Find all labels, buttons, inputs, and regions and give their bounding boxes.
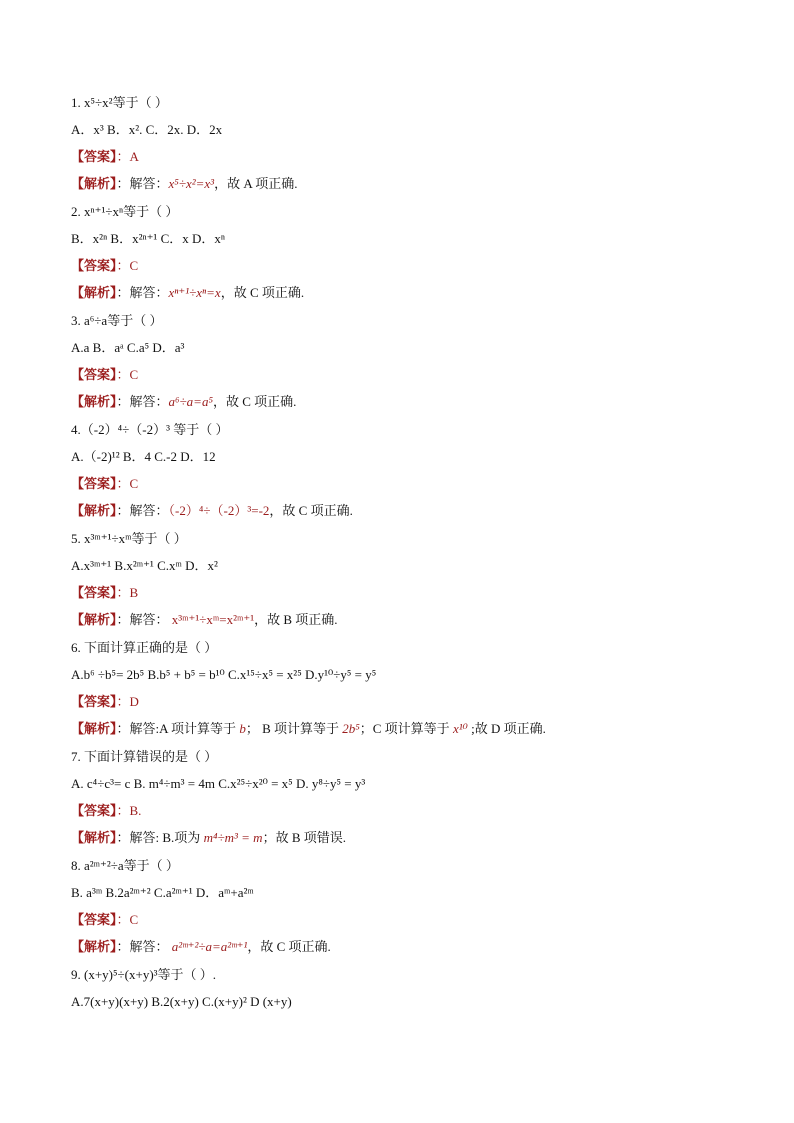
analysis-tag: 【解析】 bbox=[71, 830, 117, 845]
question-2: 2. xⁿ⁺¹÷xⁿ等于（ ） bbox=[71, 204, 179, 219]
answer-value: ：D bbox=[116, 694, 139, 709]
question-3: 3. a⁶÷a等于（ ） bbox=[71, 313, 163, 328]
question-6: 6. 下面计算正确的是（ ） bbox=[71, 640, 218, 655]
analysis-1 bbox=[71, 175, 298, 193]
analysis-formula-b: 2b⁵ bbox=[342, 721, 360, 736]
analysis-3 bbox=[71, 393, 296, 411]
analysis-5 bbox=[71, 611, 338, 629]
question-7-options: A. c⁴÷c³= c B. m⁴÷m³ = 4m C.x²⁵÷x²⁰ = x⁵ D. y⁸÷y⁵ = y³ bbox=[71, 776, 366, 791]
analysis-conclusion: ，故 A 项正确. bbox=[214, 176, 298, 191]
analysis-text: ：解答： bbox=[116, 285, 169, 300]
answer-value: ：B. bbox=[116, 803, 142, 818]
answer-2 bbox=[71, 257, 138, 275]
question-8-options: B. a³ᵐ B.2a²ᵐ⁺² C.a²ᵐ⁺¹ D．aᵐ+a²ᵐ bbox=[71, 885, 254, 900]
analysis-formula: a²ᵐ⁺²÷a=a²ᵐ⁺¹ bbox=[171, 939, 248, 954]
answer-tag: 【答案】 bbox=[71, 258, 117, 273]
answer-value: ：A bbox=[116, 149, 139, 164]
analysis-conclusion: ，故 C 项正确. bbox=[269, 503, 353, 518]
analysis-formula-c: x¹⁰ bbox=[452, 721, 468, 736]
answer-8 bbox=[71, 911, 138, 929]
analysis-formula: （-2）⁴÷（-2）³=-2 bbox=[168, 503, 270, 518]
analysis-conclusion: ;故 D 项正确. bbox=[467, 721, 546, 736]
analysis-4 bbox=[71, 502, 353, 520]
answer-3 bbox=[71, 366, 138, 384]
analysis-tag: 【解析】 bbox=[71, 285, 117, 300]
question-2-options: B．x²ⁿ B．x²ⁿ⁺¹ C．x D．xⁿ bbox=[71, 231, 225, 246]
analysis-tag: 【解析】 bbox=[71, 176, 117, 191]
analysis-conclusion: ，故 B 项正确. bbox=[254, 612, 338, 627]
answer-5 bbox=[71, 584, 138, 602]
answer-tag: 【答案】 bbox=[71, 367, 117, 382]
analysis-text: ：解答: B.项为 bbox=[116, 830, 204, 845]
question-5-options: A.x³ᵐ⁺¹ B.x²ᵐ⁺¹ C.xᵐ D．x² bbox=[71, 558, 218, 573]
answer-value: ：C bbox=[116, 476, 139, 491]
analysis-text: ：解答： bbox=[116, 612, 172, 627]
analysis-text: ：解答： bbox=[116, 394, 169, 409]
analysis-text: ：解答： bbox=[116, 176, 169, 191]
question-8: 8. a²ᵐ⁺²÷a等于（ ） bbox=[71, 858, 179, 873]
question-9: 9. (x+y)⁵÷(x+y)³等于（ ）. bbox=[71, 967, 217, 982]
analysis-text: ：解答:A 项计算等于 bbox=[116, 721, 240, 736]
analysis-tag: 【解析】 bbox=[71, 721, 117, 736]
analysis-2 bbox=[71, 284, 304, 302]
analysis-tag: 【解析】 bbox=[71, 612, 117, 627]
question-9-options: A.7(x+y)(x+y) B.2(x+y) C.(x+y)² D (x+y) bbox=[71, 994, 292, 1009]
question-7: 7. 下面计算错误的是（ ） bbox=[71, 749, 218, 764]
answer-value: ：C bbox=[116, 367, 139, 382]
question-1: 1. x⁵÷x²等于（ ） bbox=[71, 95, 168, 110]
answer-value: ：C bbox=[116, 258, 139, 273]
analysis-text: ：解答： bbox=[116, 503, 169, 518]
answer-value: ：C bbox=[116, 912, 139, 927]
analysis-conclusion: ；故 B 项错误. bbox=[262, 830, 346, 845]
answer-6 bbox=[71, 693, 139, 711]
analysis-7 bbox=[71, 829, 346, 847]
analysis-formula: a⁶÷a=a⁵ bbox=[168, 394, 213, 409]
analysis-text-b: ； B 项计算等于 bbox=[245, 721, 343, 736]
analysis-tag: 【解析】 bbox=[71, 503, 117, 518]
analysis-text-c: ；C 项计算等于 bbox=[359, 721, 453, 736]
analysis-formula-a: b bbox=[239, 721, 246, 736]
analysis-text: ：解答： bbox=[116, 939, 172, 954]
question-3-options: A.a B．aᵃ C.a⁵ D．a³ bbox=[71, 340, 185, 355]
analysis-conclusion: ，故 C 项正确. bbox=[212, 394, 297, 409]
answer-7 bbox=[71, 802, 141, 820]
question-6-options: A.b⁶ ÷b⁵= 2b⁵ B.b⁵ + b⁵ = b¹⁰ C.x¹⁵÷x⁵ = x²⁵ D.y¹⁰÷y⁵ = y⁵ bbox=[71, 667, 377, 682]
analysis-8 bbox=[71, 938, 331, 956]
question-1-options: A．x³ B．x². C．2x. D．2x bbox=[71, 122, 223, 137]
answer-4 bbox=[71, 475, 138, 493]
answer-tag: 【答案】 bbox=[71, 476, 117, 491]
answer-tag: 【答案】 bbox=[71, 912, 117, 927]
question-4: 4.（-2）⁴÷（-2）³ 等于（ ） bbox=[71, 422, 229, 437]
answer-tag: 【答案】 bbox=[71, 149, 117, 164]
analysis-formula: x⁵÷x²=x³ bbox=[168, 176, 215, 191]
analysis-conclusion: ，故 C 项正确. bbox=[220, 285, 305, 300]
answer-1 bbox=[71, 148, 139, 166]
analysis-formula: m⁴÷m³ = m bbox=[203, 830, 263, 845]
analysis-formula: x³ᵐ⁺¹÷xᵐ=x²ᵐ⁺¹ bbox=[171, 612, 255, 627]
analysis-tag: 【解析】 bbox=[71, 939, 117, 954]
answer-tag: 【答案】 bbox=[71, 585, 117, 600]
question-5: 5. x³ᵐ⁺¹÷xᵐ等于（ ） bbox=[71, 531, 187, 546]
analysis-tag: 【解析】 bbox=[71, 394, 117, 409]
answer-tag: 【答案】 bbox=[71, 694, 117, 709]
answer-tag: 【答案】 bbox=[71, 803, 117, 818]
analysis-conclusion: ，故 C 项正确. bbox=[247, 939, 331, 954]
analysis-6 bbox=[71, 720, 546, 738]
question-4-options: A.（-2)¹² B．4 C.-2 D．12 bbox=[71, 449, 216, 464]
analysis-formula: xⁿ⁺¹÷xⁿ=x bbox=[168, 285, 221, 300]
answer-value: ：B bbox=[116, 585, 139, 600]
